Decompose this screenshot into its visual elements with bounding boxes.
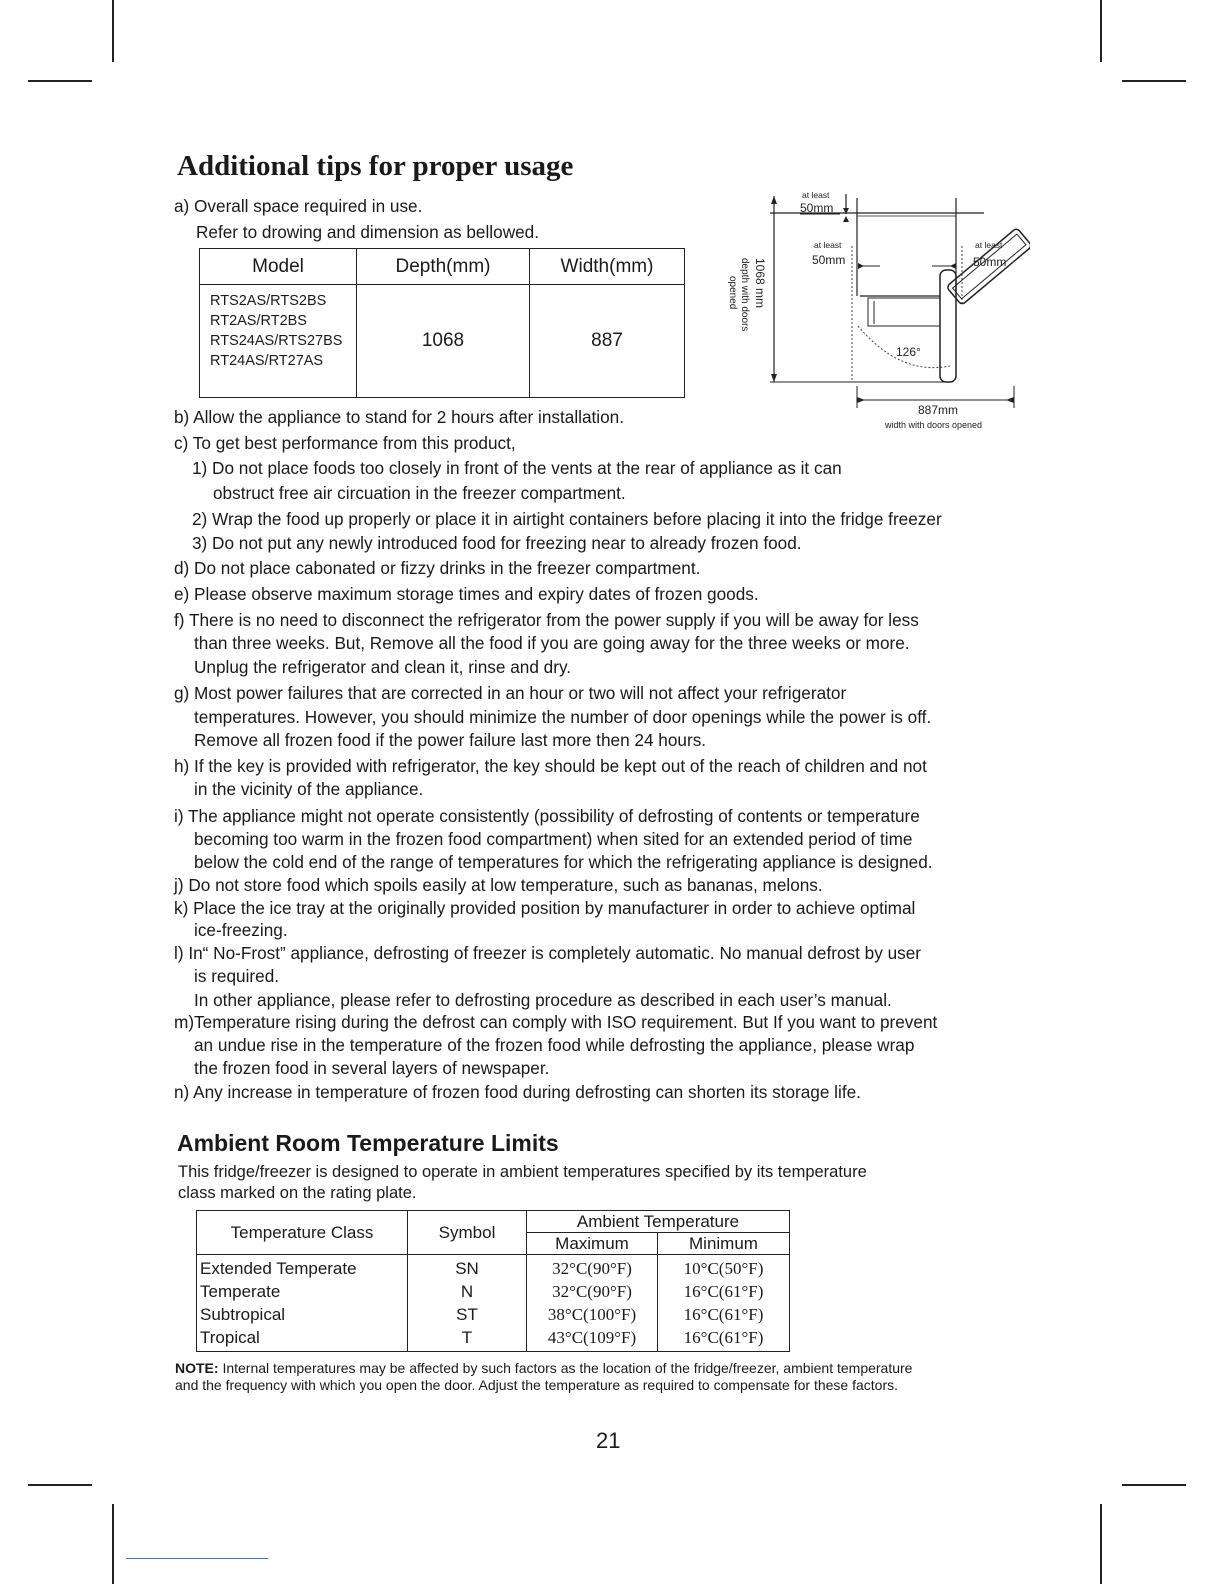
depth-value: 1068 — [357, 285, 530, 398]
tip-e: e) Please observe maximum storage times and expiry dates of frozen goods. — [174, 584, 759, 604]
tip-f-cont: than three weeks. But, Remove all the food if you are going away for the three weeks or more. — [194, 633, 910, 653]
left-at-least-label: at least — [814, 240, 842, 250]
depth-caption: depth with doors — [739, 258, 750, 332]
tip-g: g) Most power failures that are corrected in an hour or two will not affect your refrigerator — [174, 683, 847, 703]
crop-mark — [28, 80, 92, 82]
note-text-2: and the frequency with which you open the door. Adjust the temperature as required to compensate for these factors. — [175, 1377, 898, 1393]
temp-symbol: ST — [456, 1305, 478, 1324]
tip-k-cont: ice-freezing. — [194, 920, 288, 940]
depth-caption-2: opened — [727, 276, 738, 310]
footer-rule — [126, 1558, 268, 1559]
header-maximum: Maximum — [527, 1233, 658, 1255]
tip-b: b) Allow the appliance to stand for 2 hours after installation. — [174, 407, 625, 427]
max-temp: 38°C(100°F) — [547, 1305, 637, 1324]
temp-class: Temperate — [200, 1282, 281, 1301]
tip-c1: 1) Do not place foods too closely in front of the vents at the rear of appliance as it can — [192, 458, 842, 478]
clearance-diagram — [700, 186, 1030, 436]
tip-l-cont: is required. — [194, 966, 280, 986]
note — [175, 1360, 912, 1394]
left-gap-label: 50mm — [812, 253, 846, 267]
header-temp-class: Temperature Class — [197, 1211, 408, 1255]
top-gap-label: 50mm — [800, 201, 834, 215]
tip-i: i) The appliance might not operate consistently (possibility of defrosting of contents or temperature — [174, 806, 920, 826]
tip-i-cont: becoming too warm in the frozen food compartment) when sited for an extended period of time — [194, 829, 913, 849]
page-title: Additional tips for proper usage — [177, 150, 574, 182]
width-value-label: 887mm — [918, 403, 959, 417]
tip-l-cont2: In other appliance, please refer to defrosting procedure as described in each user’s manual. — [194, 990, 892, 1010]
note-text: Internal temperatures may be affected by such factors as the location of the fridge/freezer, ambient temperature — [218, 1360, 913, 1376]
tip-m: m)Temperature rising during the defrost can comply with ISO requirement. But If you want to prevent — [174, 1012, 938, 1032]
crop-mark — [1122, 80, 1186, 82]
tip-f: f) There is no need to disconnect the refrigerator from the power supply if you will be away for less — [174, 610, 919, 630]
tip-c3: 3) Do not put any newly introduced food for freezing near to already frozen food. — [192, 533, 802, 553]
crop-mark — [112, 0, 114, 62]
temp-symbol: T — [461, 1328, 473, 1347]
min-temp: 16°C(61°F) — [683, 1282, 764, 1301]
crop-mark — [28, 1484, 92, 1486]
top-at-least-label: at least — [802, 190, 830, 200]
tip-f-cont2: Unplug the refrigerator and clean it, rinse and dry. — [194, 657, 572, 677]
right-gap-label: 50mm — [973, 255, 1007, 269]
door-angle-label: 126° — [896, 345, 921, 359]
model-name: RTS2AS/RTS2BS — [210, 293, 327, 309]
tip-l: l) In“ No-Frost” appliance, defrosting of freezer is completely automatic. No manual defrost by user — [174, 943, 922, 963]
crop-mark — [1100, 0, 1102, 62]
model-dimension-table — [199, 248, 685, 398]
tip-g-cont: temperatures. However, you should minimize the number of door openings while the power is off. — [194, 707, 932, 727]
max-temp: 32°C(90°F) — [552, 1259, 632, 1278]
tip-d: d) Do not place cabonated or fizzy drinks in the freezer compartment. — [174, 558, 701, 578]
tip-k: k) Place the ice tray at the originally provided position by manufacturer in order to achieve optimal — [174, 898, 916, 918]
ambient-desc-2: class marked on the rating plate. — [178, 1184, 417, 1202]
width-value: 887 — [530, 285, 685, 398]
crop-mark — [1122, 1484, 1186, 1486]
tip-c2: 2) Wrap the food up properly or place it in airtight containers before placing it into the fridge freezer — [192, 509, 942, 529]
note-label: NOTE: — [175, 1360, 219, 1376]
tip-m-cont2: the frozen food in several layers of newspaper. — [194, 1058, 550, 1078]
model-name: RT2AS/RT2BS — [210, 313, 307, 329]
right-at-least-label: at least — [975, 240, 1003, 250]
temp-symbol: SN — [455, 1259, 479, 1278]
header-depth: Depth(mm) — [357, 249, 530, 285]
temperature-class-table — [196, 1210, 790, 1352]
ambient-title: Ambient Room Temperature Limits — [177, 1130, 559, 1156]
temp-class: Extended Temperate — [200, 1259, 357, 1278]
tip-a: a) Overall space required in use. — [174, 196, 423, 216]
tip-h-cont: in the vicinity of the appliance. — [194, 779, 424, 799]
temp-class: Tropical — [200, 1328, 260, 1347]
depth-value-label: 1068 mm — [753, 258, 767, 309]
tip-m-cont: an undue rise in the temperature of the frozen food while defrosting the appliance, please wrap — [194, 1035, 915, 1055]
max-temp-list — [527, 1255, 658, 1352]
max-temp: 43°C(109°F) — [547, 1328, 637, 1347]
crop-mark — [1100, 1504, 1102, 1584]
header-minimum: Minimum — [658, 1233, 790, 1255]
header-ambient: Ambient Temperature — [527, 1211, 790, 1233]
tip-j: j) Do not store food which spoils easily at low temperature, such as bananas, melons. — [174, 875, 823, 895]
min-temp: 10°C(50°F) — [683, 1259, 764, 1278]
min-temp-list — [658, 1255, 790, 1352]
symbol-list — [408, 1255, 527, 1352]
max-temp: 32°C(90°F) — [552, 1282, 632, 1301]
header-model: Model — [200, 249, 357, 285]
tip-g-cont2: Remove all frozen food if the power failure last more then 24 hours. — [194, 730, 707, 750]
tip-h: h) If the key is provided with refrigerator, the key should be kept out of the reach of children and not — [174, 756, 927, 776]
model-list — [200, 285, 357, 398]
crop-mark — [112, 1504, 114, 1584]
tip-a-detail: Refer to drowing and dimension as bellowed. — [196, 222, 539, 242]
min-temp: 16°C(61°F) — [683, 1305, 764, 1324]
temp-class: Subtropical — [200, 1305, 286, 1324]
tip-c: c) To get best performance from this product, — [174, 433, 516, 453]
temp-class-list — [197, 1255, 408, 1352]
header-symbol: Symbol — [408, 1211, 527, 1255]
tip-c1-cont: obstruct free air circuation in the freezer compartment. — [213, 483, 626, 503]
temp-symbol: N — [460, 1282, 474, 1301]
min-temp: 16°C(61°F) — [683, 1328, 764, 1347]
tip-i-cont2: below the cold end of the range of temperatures for which the refrigerating appliance is designed. — [194, 852, 933, 872]
ambient-desc: This fridge/freezer is designed to operate in ambient temperatures specified by its temperature — [178, 1163, 867, 1181]
model-name: RTS24AS/RTS27BS — [210, 333, 343, 349]
page-number: 21 — [596, 1428, 621, 1453]
tip-n: n) Any increase in temperature of frozen food during defrosting can shorten its storage life. — [174, 1082, 861, 1102]
header-width: Width(mm) — [530, 249, 685, 285]
width-caption: width with doors opened — [885, 420, 983, 430]
model-name: RT24AS/RT27AS — [210, 353, 324, 369]
